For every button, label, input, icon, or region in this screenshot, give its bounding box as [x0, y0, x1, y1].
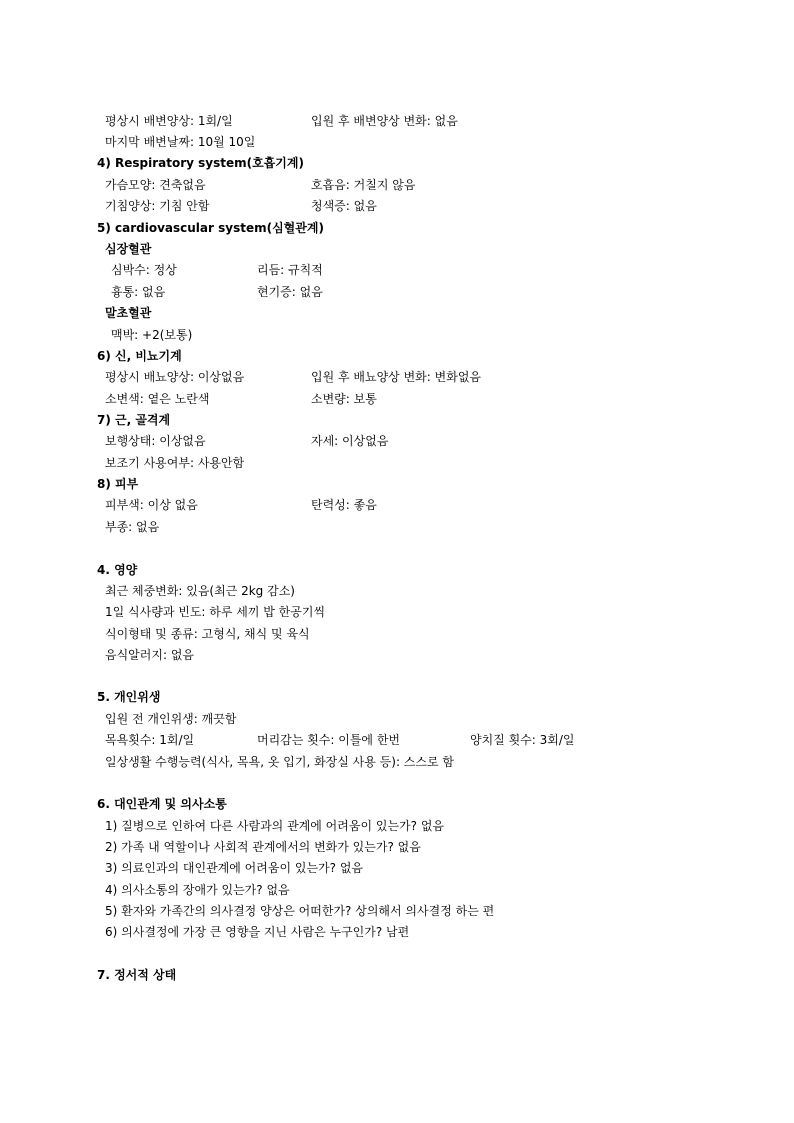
skin-heading: 8) 피부 [97, 477, 139, 491]
hair-wash-frequency: 머리감는 횟수: 이틀에 한번 [257, 733, 400, 747]
adl-ability: 일상생활 수행능력(식사, 목욕, 옷 입기, 화장실 사용 등): 스스로 함 [105, 755, 454, 769]
breath-sound: 호흡음: 거칠지 않음 [311, 178, 416, 192]
relations-q3: 3) 의료인과의 대인관계에 어려움이 있는가? 없음 [105, 861, 364, 875]
hygiene-before: 입원 전 개인위생: 깨끗함 [105, 712, 237, 726]
pulse: 맥박: +2(보통) [111, 328, 193, 342]
relations-q2: 2) 가족 내 역할이나 사회적 관계에서의 변화가 있는가? 없음 [105, 840, 421, 854]
meal-frequency: 1일 식사량과 빈도: 하루 세끼 밥 한공기씩 [105, 605, 326, 619]
urination-usual: 평상시 배뇨양상: 이상없음 [105, 370, 245, 384]
nutrition-heading: 4. 영양 [97, 563, 138, 577]
emotional-heading: 7. 정서적 상태 [97, 968, 177, 982]
cyanosis: 청색증: 없음 [311, 199, 377, 213]
dizziness: 현기증: 없음 [257, 285, 323, 299]
skin-color: 피부색: 이상 없음 [105, 498, 198, 512]
relations-q4: 4) 의사소통의 장애가 있는가? 없음 [105, 883, 290, 897]
bowel-usual: 평상시 배변양상: 1회/일 [105, 114, 233, 128]
relations-q6: 6) 의사결정에 가장 큰 영향을 지닌 사람은 누구인가? 남편 [105, 925, 410, 939]
heart-rate: 심박수: 정상 [111, 263, 177, 277]
cardio-subheading-peripheral: 말초혈관 [105, 306, 152, 320]
gait: 보행상태: 이상없음 [105, 434, 206, 448]
relations-heading: 6. 대인관계 및 의사소통 [97, 797, 227, 811]
food-allergy: 음식알러지: 없음 [105, 648, 195, 662]
urination-change: 입원 후 배뇨양상 변화: 변화없음 [311, 370, 481, 384]
cardio-heading: 5) cardiovascular system(심혈관계) [97, 221, 324, 235]
hygiene-heading: 5. 개인위생 [97, 690, 161, 704]
relations-q1: 1) 질병으로 인하여 다른 사람과의 관계에 어려움이 있는가? 없음 [105, 819, 445, 833]
bowel-last: 마지막 배변날짜: 10월 10일 [105, 135, 256, 149]
posture: 자세: 이상없음 [311, 434, 389, 448]
urine-volume: 소변량: 보통 [311, 392, 377, 406]
relations-q5: 5) 환자와 가족간의 의사결정 양상은 어떠한가? 상의해서 의사결정 하는 편 [105, 904, 495, 918]
walking-aid: 보조기 사용여부: 사용안함 [105, 456, 245, 470]
urine-color: 소변색: 옅은 노란색 [105, 392, 210, 406]
weight-change: 최근 체중변화: 있음(최근 2kg 감소) [105, 584, 295, 598]
renal-heading: 6) 신, 비뇨기계 [97, 349, 182, 363]
edema: 부종: 없음 [105, 520, 160, 534]
bath-frequency: 목욕횟수: 1회/일 [105, 733, 195, 747]
chest-pain: 흉통: 없음 [111, 285, 166, 299]
respiratory-heading: 4) Respiratory system(호흡기계) [97, 156, 304, 170]
bowel-change: 입원 후 배변양상 변화: 없음 [311, 114, 458, 128]
musculo-heading: 7) 근, 골격계 [97, 413, 171, 427]
chest-shape: 가슴모양: 견축없음 [105, 178, 206, 192]
skin-elasticity: 탄력성: 좋음 [311, 498, 377, 512]
diet-type: 식이형태 및 종류: 고형식, 채식 및 육식 [105, 627, 310, 641]
heart-rhythm: 리듬: 규칙적 [257, 263, 323, 277]
teeth-brushing: 양치질 횟수: 3회/일 [470, 733, 575, 747]
cough-pattern: 기침양상: 기침 안함 [105, 199, 210, 213]
cardio-subheading-heart: 심장혈관 [105, 242, 152, 256]
